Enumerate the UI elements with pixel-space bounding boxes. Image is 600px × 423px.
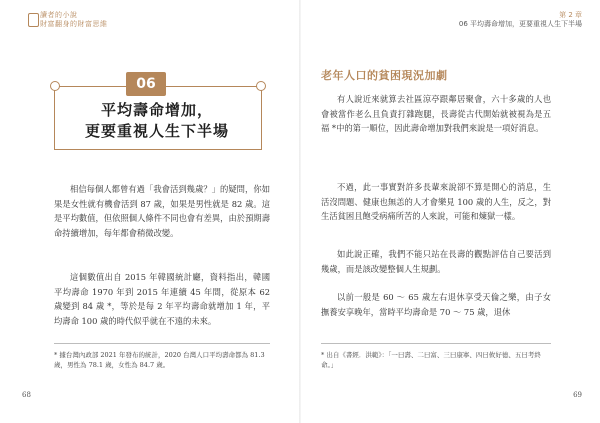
header-chapter-title: 06 平均壽命增加，更要重視人生下半場	[458, 20, 582, 28]
paragraph: 相信每個人都曾有過「我會活到幾歲？」的疑問，你如果是女性就有機會活到 87 歲，如果是男性就是 82 歲。這是平均數值，但依照個人條件不同也會有差異，由於預期壽命持續增加，每年都會稍微改變。	[54, 184, 270, 238]
chapter-title-line1: 平均壽命增加，	[100, 101, 213, 119]
paragraph: 這個數值出自 2015 年韓國統計廳，資料指出，韓國平均壽命 1970 年到 2015 年連續 45 年間，從原本 62 歲變到 84 歲 *，等於是每 2 年平均壽命就增加 1 年，平均壽命 100 歲的時代似乎就在不遠的未來。	[54, 272, 270, 326]
running-header-right	[459, 11, 582, 29]
header-series: 讀者的小說	[40, 11, 78, 19]
chapter-box-ornament-left	[50, 81, 60, 91]
chapter-box-ornament-right	[256, 81, 266, 91]
book-logo-icon	[28, 13, 39, 27]
paragraph: 以前一般是 60 ～ 65 歲左右退休享受天倫之樂，由子女撫養安享晚年，當時平均壽命是 70 ～ 75 歲，退休	[321, 292, 551, 317]
footnote-divider	[321, 343, 551, 344]
section-title: 老年人口的貧困現況加劇	[321, 69, 448, 82]
footnote-divider	[54, 343, 270, 344]
footnote: * 據台灣內政部 2021 年發布的統計，2020 台灣人口平均壽命都為 81.3 歲，男性為 78.1 歲，女性為 84.7 歲。	[54, 351, 265, 369]
header-chapter-label: 第 2 章	[559, 11, 582, 19]
right-page	[300, 0, 600, 423]
paragraph: 不過，此一事實對許多長輩來說卻不算是開心的消息，生活沒問題、健康也無恙的人才會樂見 100 歲的人生，反之，對生活貧困且飽受病痛所苦的人來說，可能和煉獄一樣。	[321, 182, 551, 221]
page-number: 69	[573, 391, 582, 399]
paragraph: 如此說正確，我們不能只站在長壽的觀點評估自己要活到幾歲，而是該改變整個人生規劃。	[321, 249, 551, 274]
paragraph: 有人說近來就算去社區涼亭跟鄰居聚會，六十多歲的人也會被當作老么且負責打雜跑腿，長壽從古代開始就被視為是五福 *中的第一順位，因此壽命增加對我們來說是一項好消息。	[321, 94, 551, 133]
chapter-title-line2: 更要重視人生下半場	[84, 122, 229, 140]
chapter-title	[54, 100, 260, 142]
header-subtitle: 財富翻身的財富思維	[40, 20, 108, 28]
running-header-left	[40, 11, 108, 29]
chapter-number-badge: 06	[126, 72, 166, 96]
page-number: 68	[22, 391, 31, 399]
footnote: * 出自《書經．洪範》：「一曰壽、二曰富、三曰康寧、四曰攸好德、五曰考終命。」	[321, 351, 541, 369]
